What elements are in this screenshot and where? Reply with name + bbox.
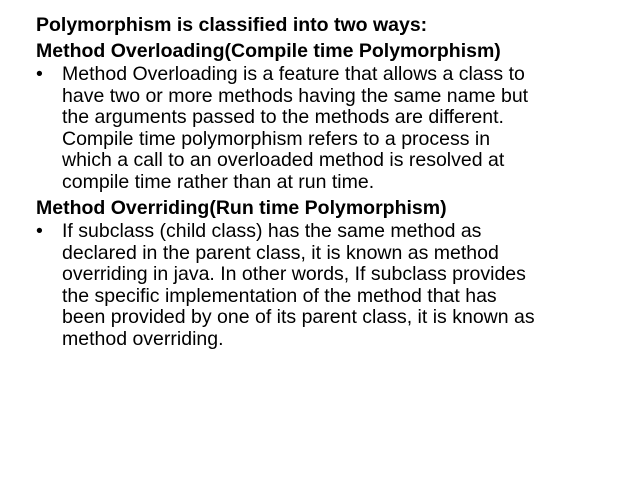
overloading-bullet: [36, 64, 616, 193]
bullet-icon: •: [36, 63, 43, 85]
overloading-heading: Method Overloading(Compile time Polymorphism): [36, 40, 501, 62]
overriding-heading: Method Overriding(Run time Polymorphism): [36, 197, 447, 219]
overriding-bullet: [36, 221, 616, 350]
overriding-text: If subclass (child class) has the same method as declared in the parent class, it is known as method overriding in java. In other words, If subclass provides the specific implementation of the method that has been provided by one of its parent class, it is known as method overriding.: [62, 220, 535, 350]
bullet-icon: •: [36, 220, 43, 242]
overloading-text: Method Overloading is a feature that allows a class to have two or more methods having the same name but the arguments passed to the methods are different. Compile time polymorphism refers to a process in which a call to an overloaded method is resolved at compile time rather than at run time.: [62, 63, 529, 193]
slide-title: Polymorphism is classified into two ways:: [36, 14, 428, 36]
slide-content: [36, 12, 616, 350]
